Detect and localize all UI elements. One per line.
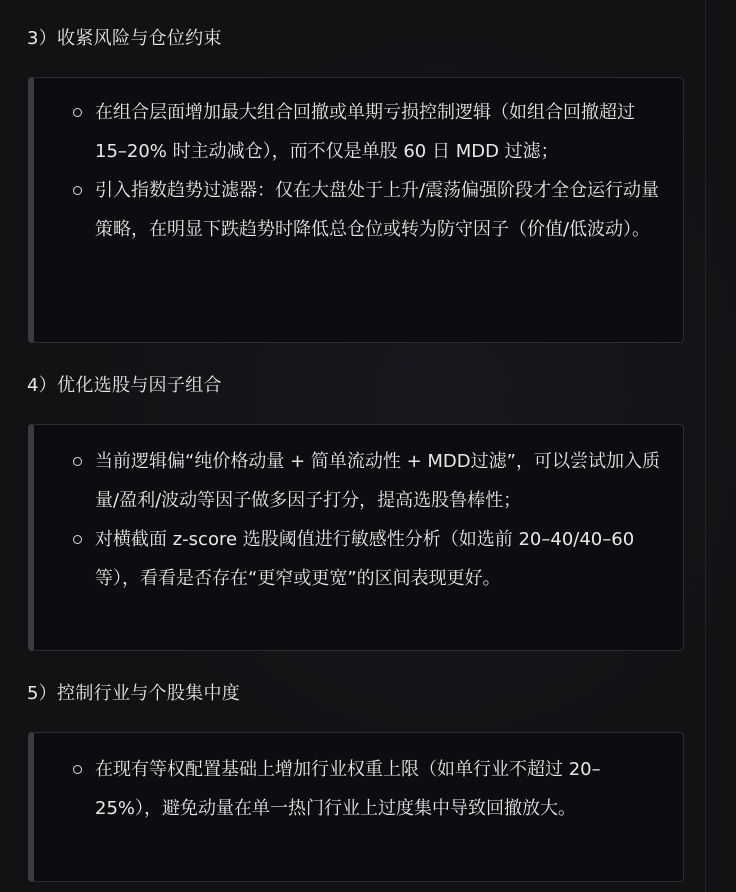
list-item-text: 引入指数趋势过滤器：仅在大盘处于上升/震荡偏强阶段才全仓运行动量策略，在明显下跌趋势时降低总仓位或转为防守因子（价值/低波动）。	[95, 180, 660, 240]
bullet-list	[34, 442, 683, 598]
section-heading-concentration: 5）控制行业与个股集中度	[27, 683, 241, 704]
bullet-list	[34, 750, 683, 828]
list-item	[34, 171, 683, 249]
list-item	[34, 750, 683, 828]
list-item	[34, 442, 683, 520]
panel-divider	[705, 0, 706, 892]
list-item	[34, 93, 683, 171]
quote-block-risk	[28, 77, 684, 343]
section-heading-stock-selection: 4）优化选股与因子组合	[27, 375, 222, 396]
list-item-text: 在组合层面增加最大组合回撤或单期亏损控制逻辑（如组合回撤超过 15–20% 时主动减仓），而不仅是单股 60 日 MDD 过滤；	[95, 102, 635, 162]
section-heading-risk: 3）收紧风险与仓位约束	[27, 28, 222, 49]
bullet-circle-icon	[73, 186, 82, 195]
list-item-text: 对横截面 z-score 选股阈值进行敏感性分析（如选前 20–40/40–60 等），看看是否存在“更窄或更宽”的区间表现更好。	[95, 529, 635, 589]
bullet-circle-icon	[73, 535, 82, 544]
quote-block-stock-selection	[28, 424, 684, 651]
bullet-circle-icon	[73, 457, 82, 466]
list-item	[34, 520, 683, 598]
list-item-text: 当前逻辑偏“纯价格动量 + 简单流动性 + MDD过滤”，可以尝试加入质量/盈利/波动等因子做多因子打分，提高选股鲁棒性；	[95, 451, 660, 511]
list-item-text: 在现有等权配置基础上增加行业权重上限（如单行业不超过 20–25%），避免动量在单一热门行业上过度集中导致回撤放大。	[95, 759, 601, 819]
bullet-list	[34, 93, 683, 249]
bullet-circle-icon	[73, 108, 82, 117]
bullet-circle-icon	[73, 765, 82, 774]
quote-block-concentration	[28, 732, 684, 882]
